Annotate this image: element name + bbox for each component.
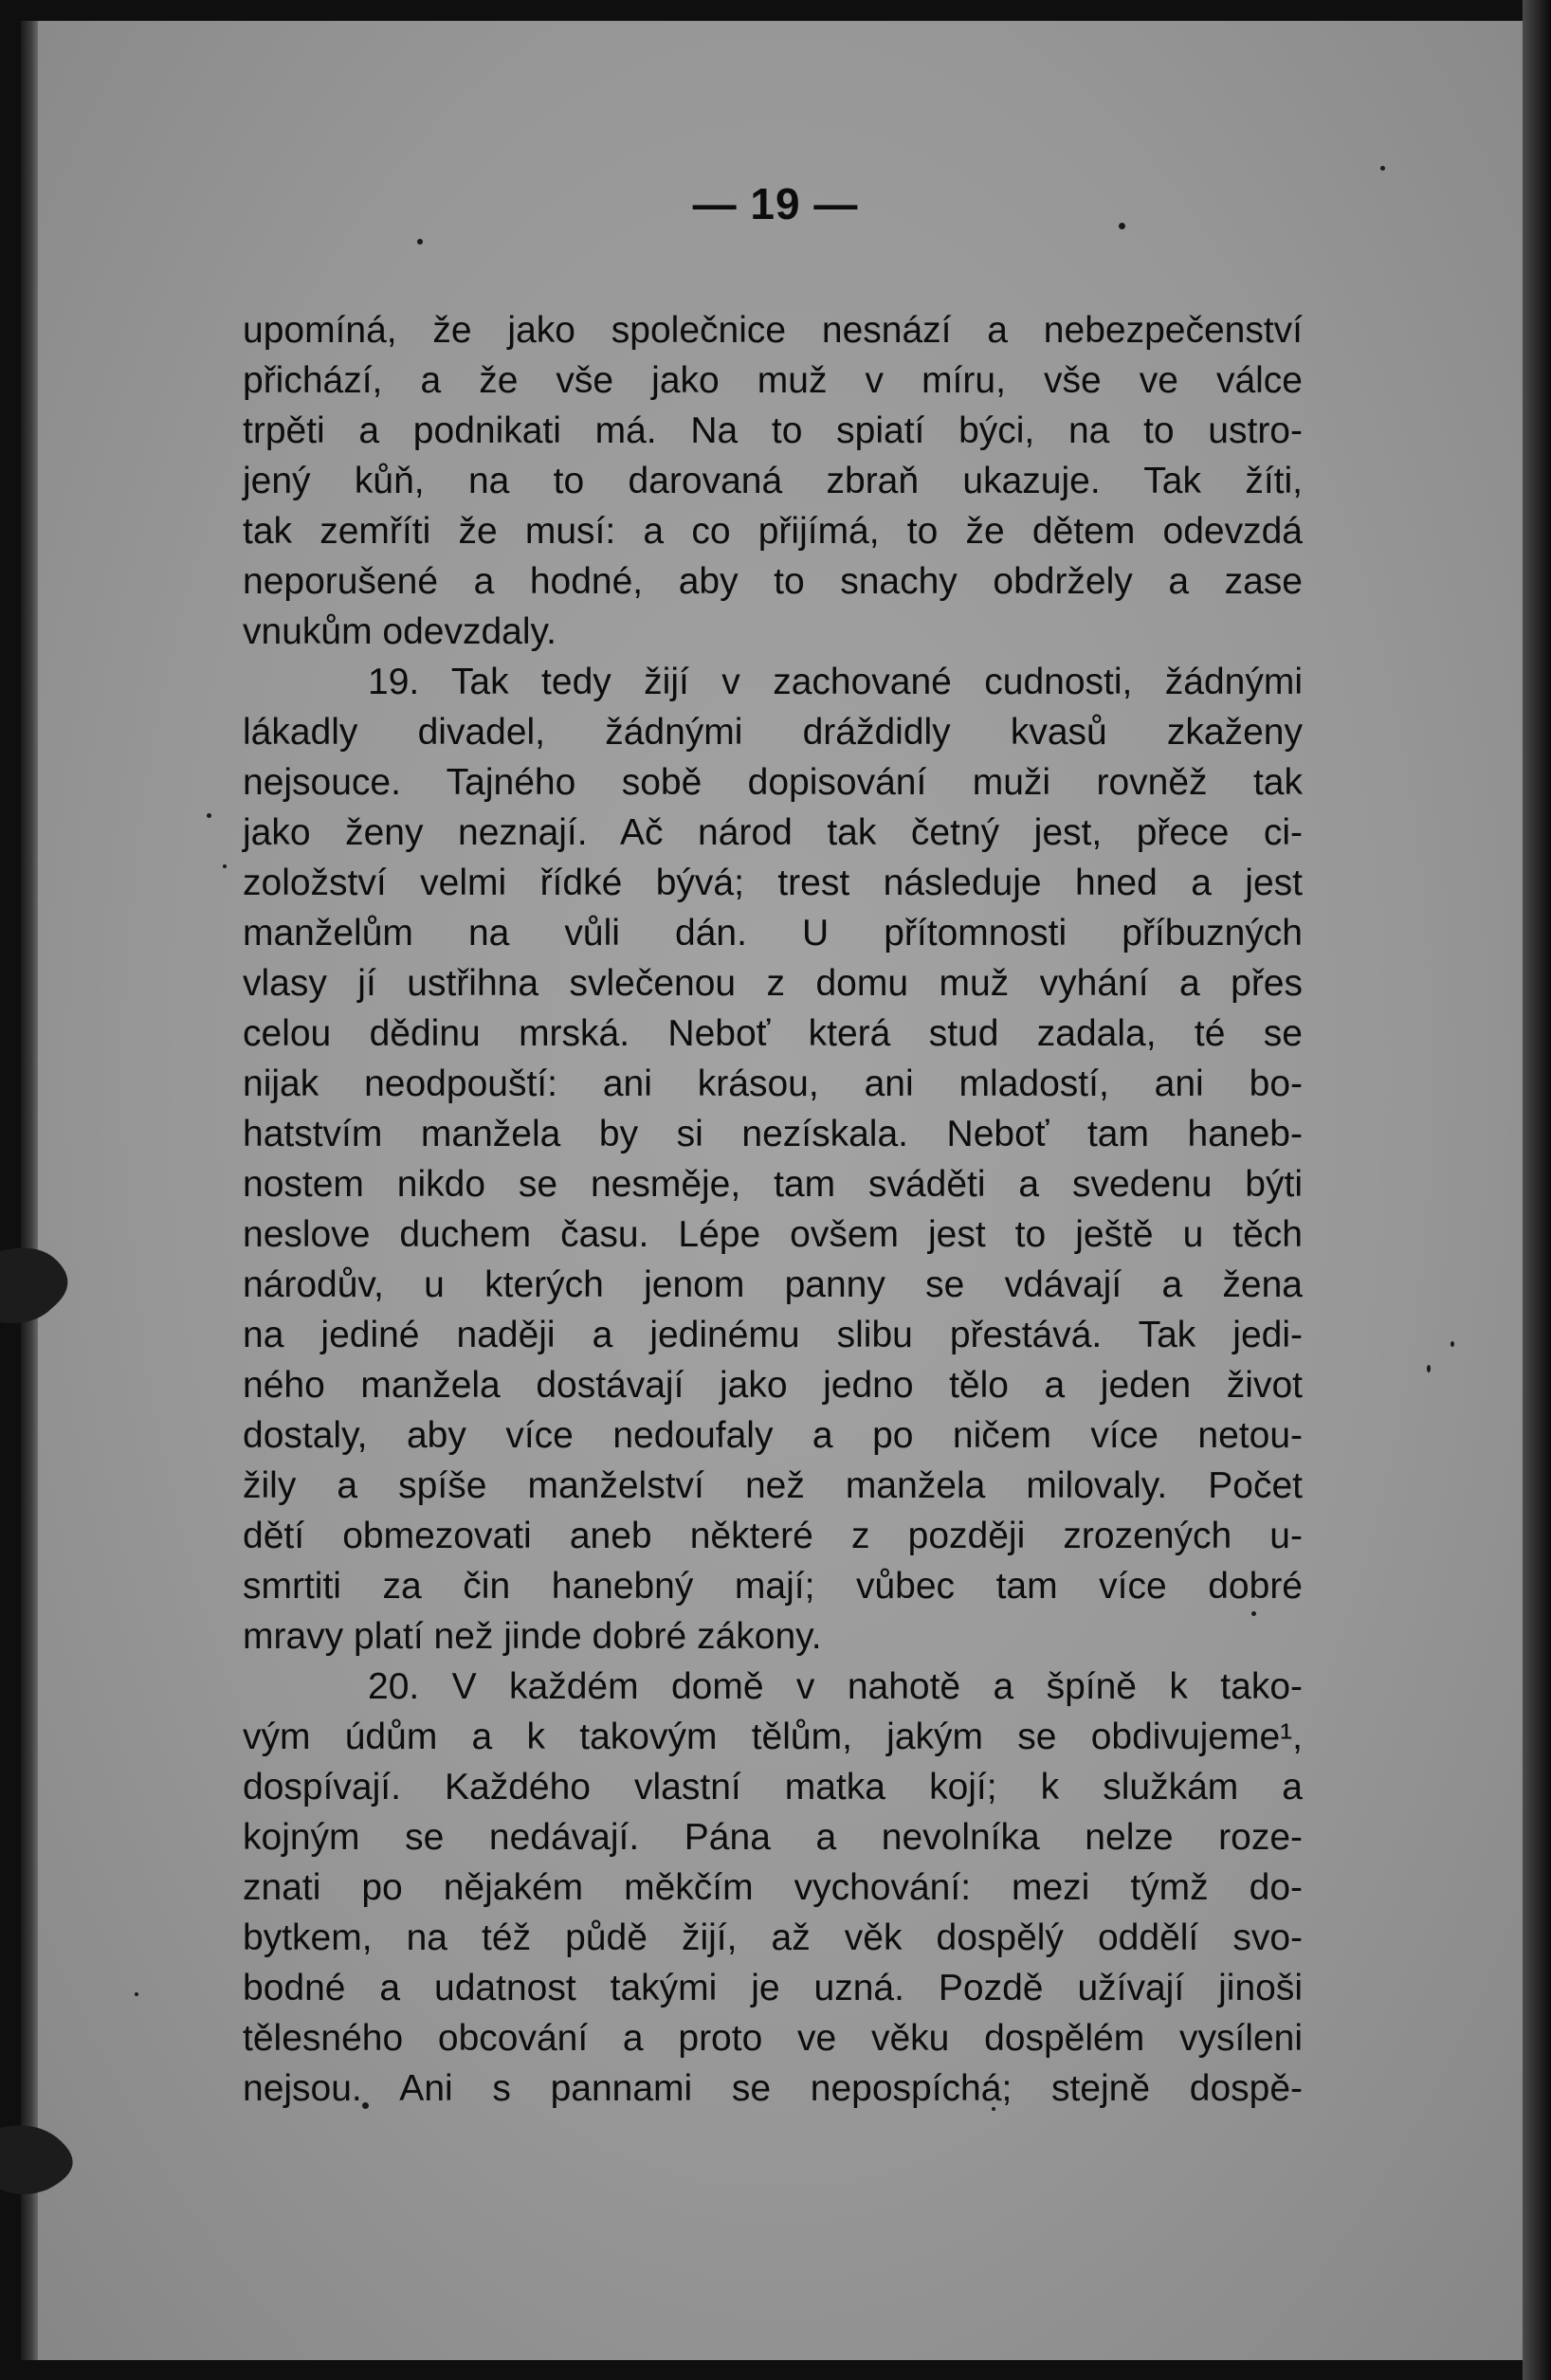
text-line: jako ženy neznají. Ač národ tak četný jest, přece ci-: [243, 812, 1303, 853]
text-line: vým údům a k takovým tělům, jakým se obdivujeme¹,: [243, 1717, 1303, 1757]
text-line: upomíná, že jako společnice nesnází a nebezpečenství: [243, 310, 1303, 351]
text-line: smrtiti za čin hanebný mají; vůbec tam více dobré: [243, 1566, 1303, 1607]
text-line: lákadly divadel, žádnými dráždidly kvasů zkaženy: [243, 712, 1303, 753]
page-clip-mark-upper: [0, 1232, 85, 1336]
text-line: kojným se nedávají. Pána a nevolníka nelze roze-: [243, 1817, 1303, 1858]
text-line: manželům na vůli dán. U přítomnosti příbuzných: [243, 913, 1303, 954]
text-line: žily a spíše manželství než manžela milovaly. Počet: [243, 1465, 1303, 1506]
text-line: hatstvím manžela by si nezískala. Neboť tam haneb-: [243, 1114, 1303, 1154]
text-line: přichází, a že vše jako muž v míru, vše ve válce: [243, 360, 1303, 401]
text-line: nejsou. Ani s pannami se nepospíchá; stejně dospě-: [243, 2068, 1303, 2109]
text-line: bytkem, na též půdě žijí, až věk dospělý oddělí svo-: [243, 1917, 1303, 1958]
text-line: vnukům odevzdaly.: [243, 611, 557, 652]
body-text: [243, 305, 1303, 2114]
text-line: 20. V každém domě v nahotě a špíně k tako-: [368, 1666, 1303, 1707]
page-clip-mark-lower: [0, 2104, 85, 2208]
binding-edge: [21, 21, 38, 2360]
text-line: na jediné naději a jedinému slibu přestává. Tak jedi-: [243, 1315, 1303, 1355]
text-line: národův, u kterých jenom panny se vdávají a žena: [243, 1264, 1303, 1305]
text-line: jený kůň, na to darovaná zbraň ukazuje. Tak žíti,: [243, 461, 1303, 501]
text-line: celou dědinu mrská. Neboť která stud zadala, té se: [243, 1013, 1303, 1054]
text-line: trpěti a podnikati má. Na to spiatí býci, na to ustro-: [243, 410, 1303, 451]
text-line: bodné a udatnost takými je uzná. Pozdě užívají jinoši: [243, 1968, 1303, 2008]
text-line: dospívají. Každého vlastní matka kojí; k služkám a: [243, 1767, 1303, 1808]
text-line: mravy platí než jinde dobré zákony.: [243, 1616, 822, 1657]
text-line: zoložství velmi řídké bývá; trest následuje hned a jest: [243, 863, 1303, 903]
text-line: vlasy jí ustřihna svlečenou z domu muž vyhání a přes: [243, 963, 1303, 1004]
text-line: nijak neodpouští: ani krásou, ani mladostí, ani bo-: [243, 1063, 1303, 1104]
page-number: — 19 —: [692, 179, 859, 228]
text-line: dětí obmezovati aneb některé z později zrozených u-: [243, 1516, 1303, 1556]
text-line: neporušené a hodné, aby to snachy obdržely a zase: [243, 561, 1303, 602]
text-line: tak zemříti že musí: a co přijímá, to že dětem odevzdá: [243, 511, 1303, 552]
text-line: neslove duchem času. Lépe ovšem jest to ještě u těch: [243, 1214, 1303, 1255]
text-line: tělesného obcování a proto ve věku dospělém vysíleni: [243, 2018, 1303, 2059]
text-line: dostaly, aby více nedoufaly a po ničem více netou-: [243, 1415, 1303, 1456]
text-line: nejsouce. Tajného sobě dopisování muži rovněž tak: [243, 762, 1303, 803]
text-line: ného manžela dostávají jako jedno tělo a jeden život: [243, 1365, 1303, 1406]
text-line: 19. Tak tedy žijí v zachované cudnosti, žádnými: [368, 662, 1303, 702]
text-line: znati po nějakém měkčím vychování: mezi týmž do-: [243, 1867, 1303, 1908]
right-page-edge: [1523, 0, 1551, 2380]
text-line: nostem nikdo se nesměje, tam sváděti a svedenu býti: [243, 1164, 1303, 1205]
